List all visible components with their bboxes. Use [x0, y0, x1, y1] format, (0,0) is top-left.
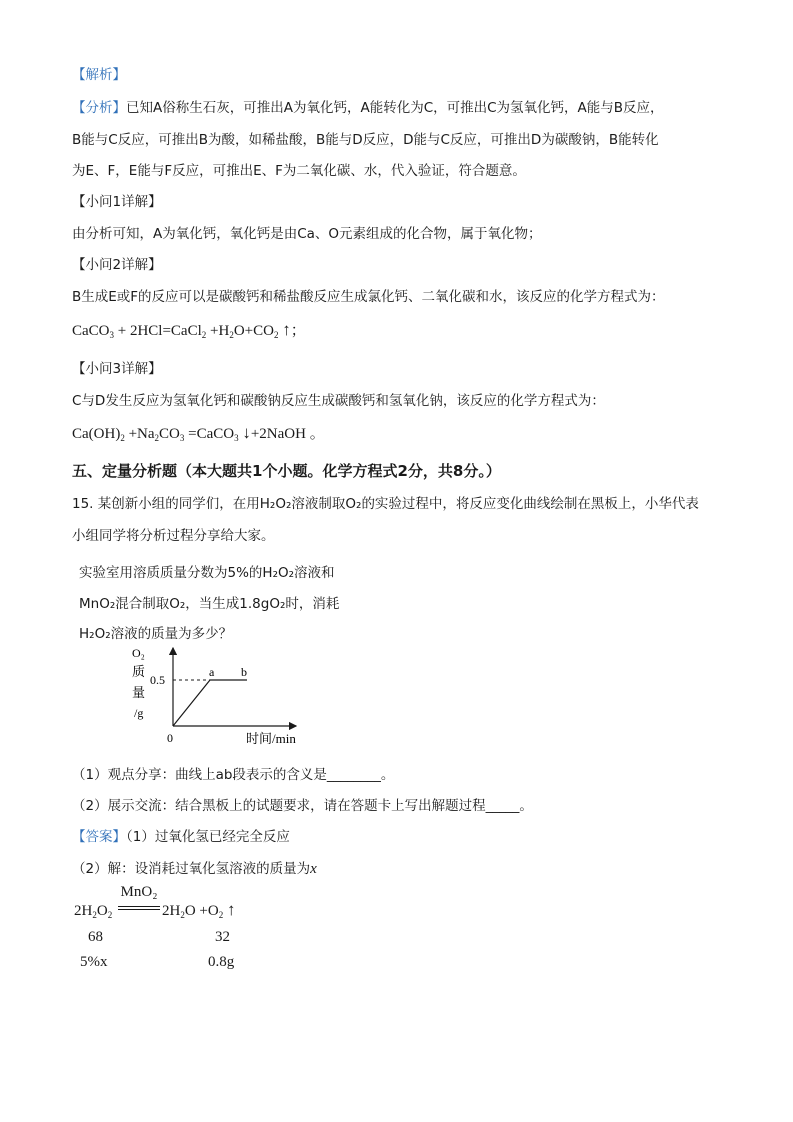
molar-mass-o2: 32 [215, 929, 230, 945]
subquestion-1: （1）观点分享：曲线上ab段表示的含义是________。 [72, 767, 395, 783]
answer-1-text: （1）过氧化氢已经完全反应 [126, 829, 290, 845]
problem-15-line-2: 小组同学将分析过程分享给大家。 [72, 528, 275, 544]
problem-number: 15. [72, 496, 94, 512]
q2-eq-tail: ； [290, 323, 306, 339]
analysis-text-1: 已知A俗称生石灰，可推出A为氧化钙，A能转化为C，可推出C为氢氧化钙，A能与B反应， [126, 100, 664, 116]
point-b-label: b [241, 665, 247, 679]
point-a-label: a [209, 665, 215, 679]
board-text-2b: ，当生成 [185, 596, 240, 612]
answer-line-2 [72, 860, 317, 878]
analysis-line-1 [72, 99, 664, 117]
q1-heading: 【小问1详解】 [72, 194, 162, 210]
answer-variable: x [310, 861, 317, 877]
board-line-2 [79, 595, 339, 613]
mass-o2: 0.8g [208, 954, 235, 970]
board-text-2c: 时，消耗 [285, 596, 340, 612]
board-h2o2-b: H₂O₂ [79, 626, 111, 642]
problem-15-line-1 [72, 495, 699, 513]
subquestion-2: （2）展示交流：结合黑板上的试题要求，请在答题卡上写出解题过程_____。 [72, 798, 533, 814]
board-o2-b: O₂ [269, 596, 286, 612]
equals-bar-bottom [118, 909, 160, 910]
y-label-o2: O₂ [132, 646, 145, 660]
q3-heading: 【小问3详解】 [72, 361, 162, 377]
y-label-liang: 量 [132, 685, 146, 700]
y-tick-label: 0.5 [150, 673, 165, 687]
q2-text: B生成E或F的反应可以是碳酸钙和稀盐酸反应生成氯化钙、二氧化碳和水，该反应的化学方程式为： [72, 289, 665, 305]
analysis-tag: 【分析】 [72, 100, 126, 116]
equals-bar-top [118, 906, 160, 907]
board-percent: 5% [227, 565, 249, 581]
mass-time-graph [128, 642, 308, 747]
analysis-heading: 【解析】 [72, 67, 126, 83]
answer-2-text: （2）解：设消耗过氧化氢溶液的质量为 [72, 861, 311, 877]
answer-tag: 【答案】 [72, 829, 126, 845]
board-o2-a: O₂ [169, 596, 186, 612]
board-text-2a: 混合制取 [115, 596, 170, 612]
q3-equation: $Ca(OH)_2 +Na_2CO_3$ =CaCO$_3$ ↓+2NaOH 。 [72, 423, 325, 443]
o2-formula: O₂ [345, 496, 362, 512]
q3-eq-tail: 。 [309, 426, 325, 442]
q2-equation: CaCO$_3$ + 2HCl=CaCl$_2$ $+H_2O+CO_2$ ↑； [72, 320, 306, 340]
decomposition-rhs: $2H_2O +O_2$ ↑ [162, 900, 236, 920]
board-line-3 [79, 625, 232, 643]
mass-curve [173, 680, 247, 726]
section-title: 五、定量分析题（本大题共1个小题。化学方程式2分，共8分。） [72, 462, 501, 480]
origin-label: 0 [167, 731, 173, 745]
catalyst-label: MnO₂ [120, 884, 158, 900]
p15-text-a: 某创新小组的同学们，在用 [97, 496, 260, 512]
board-text-3: 溶液的质量为多少？ [110, 626, 233, 642]
y-label-unit: /g [134, 706, 144, 720]
board-mass: 1.8g [239, 596, 270, 612]
decomposition-lhs: $2H_2O_2$ [74, 903, 113, 920]
board-text-1b: 的 [248, 565, 263, 581]
h2o2-formula: H₂O₂ [259, 496, 292, 512]
board-line-1 [79, 564, 335, 582]
q2-heading: 【小问2详解】 [72, 257, 162, 273]
mass-h2o2: 5%x [80, 954, 108, 970]
p15-text-b: 溶液制取 [291, 496, 346, 512]
y-label-zhi: 质 [132, 664, 146, 679]
analysis-line-3: 为E、F，E能与F反应，可推出E、F为二氧化碳、水，代入验证，符合题意。 [72, 163, 526, 179]
board-text-1a: 实验室用溶质质量分数为 [79, 565, 228, 581]
board-mno2: MnO₂ [79, 596, 116, 612]
answer-line-1 [72, 828, 290, 846]
q1-text: 由分析可知，A为氧化钙，氧化钙是由Ca、O元素组成的化合物，属于氧化物； [72, 226, 542, 242]
p15-text-c: 的实验过程中，将反应变化曲线绘制在黑板上，小华代表 [361, 496, 699, 512]
board-h2o2: H₂O₂ [262, 565, 295, 581]
q3-text: C与D发生反应为氢氧化钙和碳酸钠反应生成碳酸钙和氢氧化钠，该反应的化学方程式为： [72, 393, 605, 409]
molar-mass-h2o2: 68 [88, 929, 103, 945]
x-axis-label: 时间/min [246, 731, 296, 746]
board-text-1c: 溶液和 [294, 565, 335, 581]
analysis-line-2: B能与C反应，可推出B为酸，如稀盐酸，B能与D反应，D能与C反应，可推出D为碳酸钠，B能转化 [72, 132, 659, 148]
